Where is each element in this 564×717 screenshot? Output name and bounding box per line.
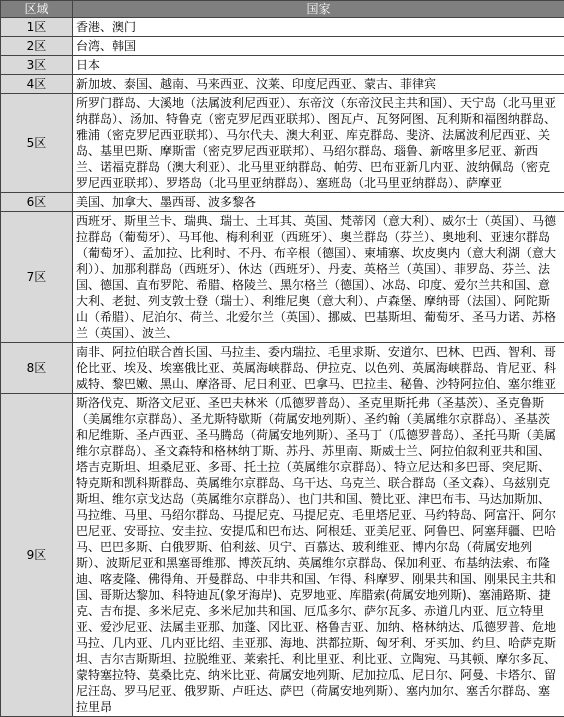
header-row [1, 1, 564, 18]
zone-cell: 6区 [1, 193, 73, 212]
countries-cell: 南非、阿拉伯联合酋长国、马拉圭、委内瑞拉、毛里求斯、安道尔、巴林、巴西、智利、哥伦比亚、埃及、埃塞俄比亚、英属海峡群岛、伊拉克、以色列、英属海峡群岛、肯尼亚、科威特、黎巴嫩、黑山、摩洛哥、尼日利亚、巴拿马、巴拉圭、秘鲁、沙特阿拉伯、塞尔维亚 [73, 343, 564, 394]
countries-cell: 台湾、韩国 [73, 37, 564, 56]
table-row [1, 94, 564, 193]
countries-cell: 西班牙、斯里兰卡、瑞典、瑞士、土耳其、英国、梵蒂冈（意大利）、威尔士（英国）、马德拉群岛（葡萄牙）、马耳他、梅利利亚（西班牙）、奥兰群岛（芬兰）、奥地利、亚速尔群岛（葡萄牙）、孟加拉、比利时、不丹、布辛根（德国）、柬埔寨、坎皮奥内（意大利湖（意大利））、加那利群岛（西班牙）、休达（西班牙）、丹麦、英格兰（英国）、菲罗岛、芬兰、法国、德国、直布罗陀、希腊、格陵兰、黑尔格兰（德国）、冰岛、印度、爱尔兰共和国、意大利、老挝、列支敦士登（瑞士）、利维尼奥（意大利）、卢森堡、摩纳哥（法国）、阿陀斯山（希腊）、尼泊尔、荷兰、北爱尔兰（英国）、挪威、巴基斯坦、葡萄牙、圣马力诺、苏格兰（英国）、波兰、 [73, 212, 564, 343]
zone-cell: 8区 [1, 343, 73, 394]
zone-cell: 4区 [1, 75, 73, 94]
countries-cell: 斯洛伐克、斯洛文尼亚、圣巴夫林米（瓜德罗普岛）、圣克里斯托弗（圣基茨）、圣克鲁斯（美属维尔京群岛）、圣尤斯特歇斯（荷属安地列斯）、圣约翰（美属维尔京群岛）、圣基茨和尼维斯、圣卢西亚、圣马腾岛（荷属安地列斯）、圣马丁（瓜德罗普岛）、圣托马斯（美属维尔京群岛）、圣文森特和格林纳丁斯、苏丹、苏里南、斯威士兰、阿拉伯叙利亚共和国、塔吉克斯坦、坦桑尼亚、多哥、托土拉（英属维尔京群岛）、特立尼达和多巴哥、突尼斯、特克斯和凯科斯群岛、英属维尔京群岛、乌干达、乌克兰、联合群岛（圣文森）、乌兹别克斯坦、维尔京戈达岛（英属维尔京群岛）、也门共和国、赞比亚、津巴布韦、马达加斯加、马拉维、马里、马绍尔群岛、马提尼克、马提尼克、毛里塔尼亚、马约特岛、阿富汗、阿尔巴尼亚、安哥拉、安圭拉、安提瓜和巴布达、阿根廷、亚美尼亚、阿鲁巴、阿塞拜疆、巴哈马、巴巴多斯、白俄罗斯、伯利兹、贝宁、百慕达、玻利维亚、博内尔岛（荷属安地列斯）、波斯尼亚和黑塞哥维那、博茨瓦纳、英属维尔京群岛、保加利亚、布基纳法索、布隆迪、喀麦隆、佛得角、开曼群岛、中非共和国、乍得、科摩罗、刚果共和国、刚果民主共和国、哥斯达黎加、科特迪瓦(象牙海岸)、克罗地亚、库腊索(荷属安地列斯)、塞浦路斯、捷克、吉布提、多米尼克、多米尼加共和国、厄瓜多尔、萨尔瓦多、赤道几内亚、厄立特里亚、爱沙尼亚、法属圭亚那、加蓬、冈比亚、格鲁吉亚、加纳、格林纳达、瓜德罗普、危地马拉、几内亚、几内亚比绍、圭亚那、海地、洪都拉斯、匈牙利、牙买加、约旦、哈萨克斯坦、吉尔吉斯斯坦、拉脱维亚、莱索托、利比里亚、利比亚、立陶宛、马其顿、摩尔多瓦、蒙特塞拉特、莫桑比克、纳米比亚、荷属安地列斯、尼加拉瓜、尼日尔、阿曼、卡塔尔、留尼汪岛、罗马尼亚、俄罗斯、卢旺达、萨巴（荷属安地列斯）、塞内加尔、塞舌尔群岛、塞拉里昂 [73, 394, 564, 717]
zone-column-header: 区域 [1, 1, 73, 18]
table-row [1, 212, 564, 343]
zone-cell: 2区 [1, 37, 73, 56]
table-row [1, 18, 564, 37]
zone-cell: 1区 [1, 18, 73, 37]
country-column-header: 国家 [73, 1, 564, 18]
table-row [1, 394, 564, 717]
countries-cell: 美国、加拿大、墨西哥、波多黎各 [73, 193, 564, 212]
zone-cell: 5区 [1, 94, 73, 193]
table-row [1, 75, 564, 94]
countries-cell: 所罗门群岛、大溪地（法属波利尼西亚）、东帝汶（东帝汶民主共和国）、天宁岛（北马里亚纳群岛）、汤加、特鲁克（密克罗尼西亚联邦）、图瓦卢、瓦努阿图、瓦利斯和福图纳群岛、雅浦（密克罗尼西亚联邦）、马尔代夫、澳大利亚、库克群岛、斐济、法属波利尼西亚、关岛、基里巴斯、摩斯雷（密克罗尼西亚联邦）、马绍尔群岛、瑙鲁、新喀里多尼亚、新西兰、诺福克群岛（澳大利亚）、北马里亚纳群岛、帕劳、巴布亚新几内亚、波纳佩岛（密克罗尼西亚联邦）、罗塔岛（北马里亚纳群岛）、塞班岛（北马里亚纳群岛）、萨摩亚 [73, 94, 564, 193]
table-row [1, 193, 564, 212]
zone-cell: 9区 [1, 394, 73, 717]
countries-cell: 香港、澳门 [73, 18, 564, 37]
table-row [1, 343, 564, 394]
countries-cell: 新加坡、泰国、越南、马来西亚、汶莱、印度尼西亚、蒙古、菲律宾 [73, 75, 564, 94]
table-row [1, 56, 564, 75]
table-row [1, 37, 564, 56]
countries-cell: 日本 [73, 56, 564, 75]
zone-cell: 3区 [1, 56, 73, 75]
zone-cell: 7区 [1, 212, 73, 343]
